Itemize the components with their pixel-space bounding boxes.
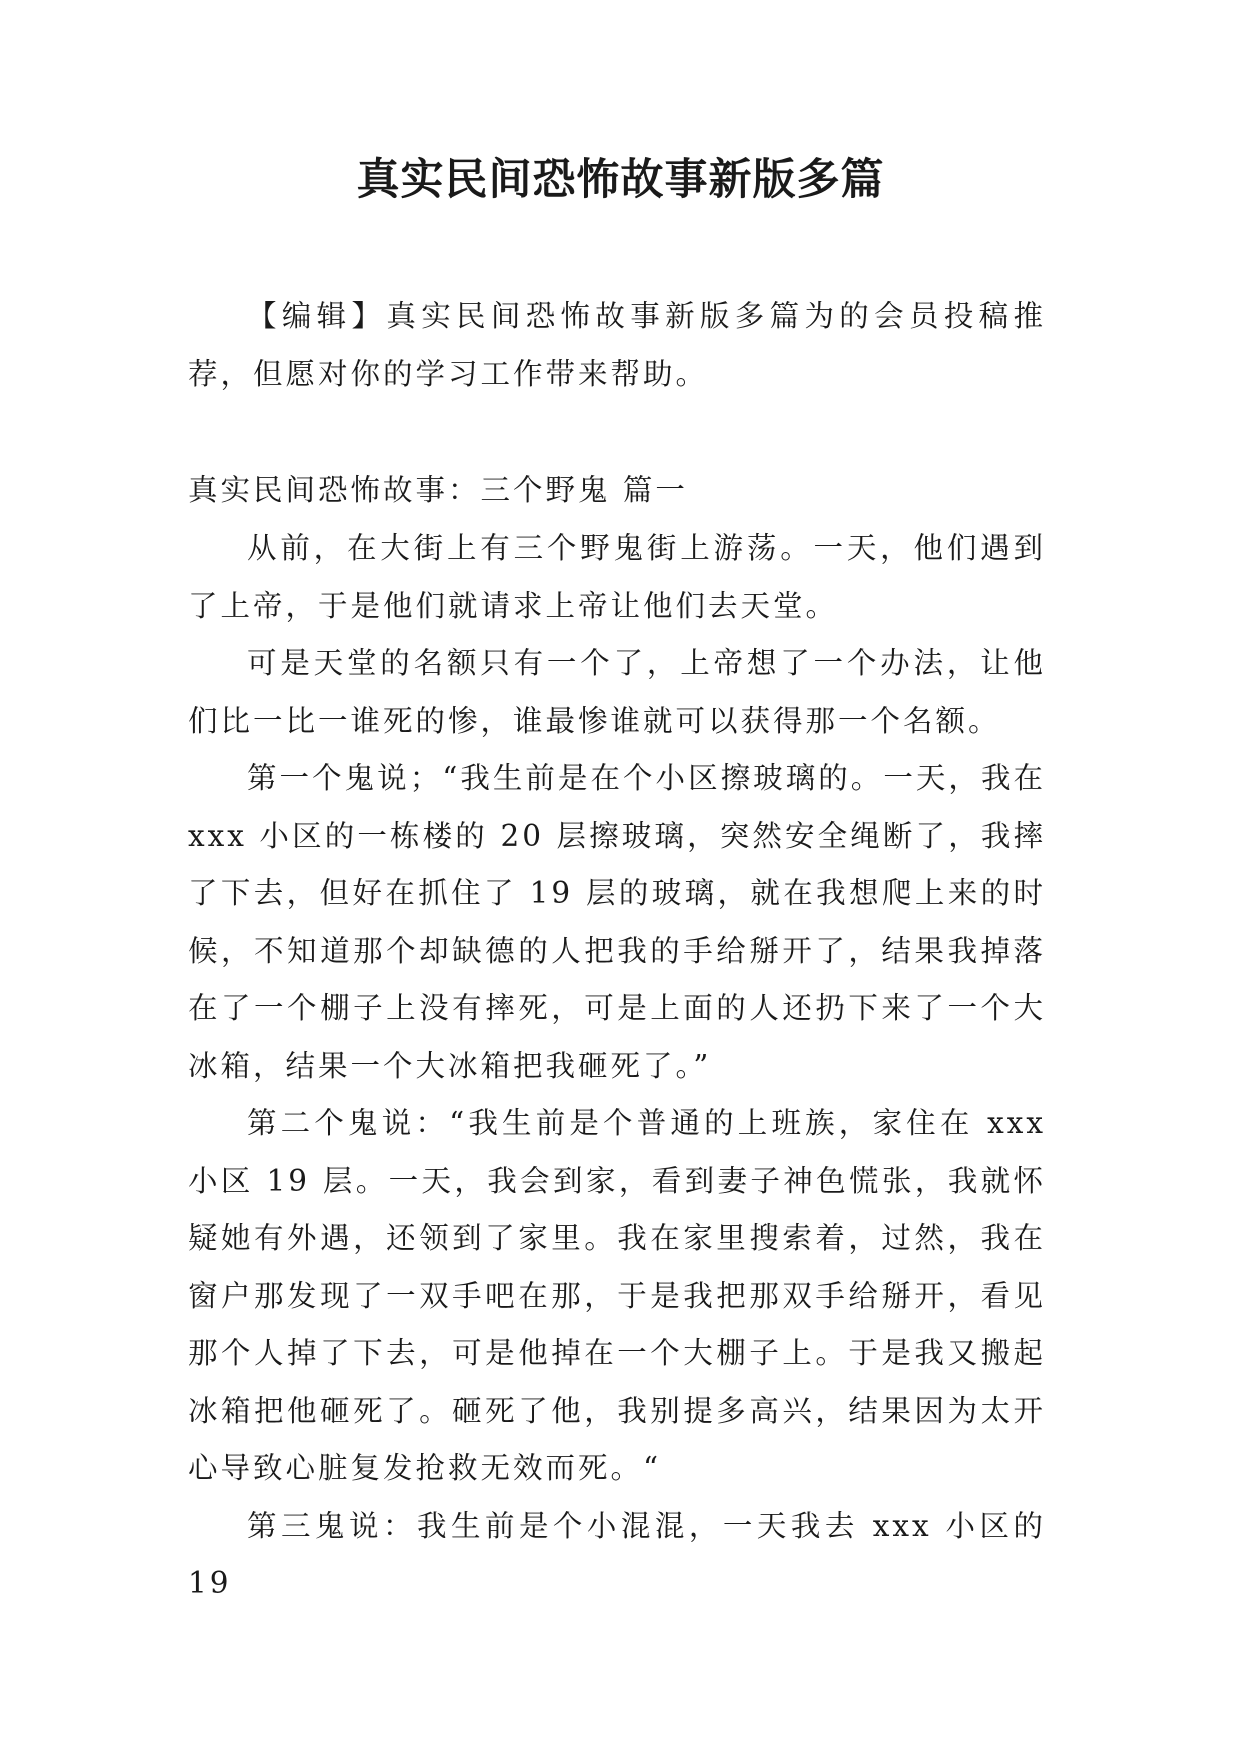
document-title: 真实民间恐怖故事新版多篇 [356,155,885,205]
story-paragraph: 可是天堂的名额只有一个了，上帝想了一个办法，让他们比一比一谁死的惨，谁最惨谁就可以获得那一个名额。 [188,646,1046,738]
story-paragraph: 第三鬼说：我生前是个小混混，一天我去 xxx 小区的 19 [188,1508,1046,1600]
story-paragraph: 第二个鬼说：“我生前是个普通的上班族，家住在 xxx 小区 19 层。一天，我会到家，看到妻子神色慌张，我就怀疑她有外遇，还领到了家里。我在家里搜索着，过然，我在窗户那发现了一双手吧在那，于是我把那双手给掰开，看见那个人掉了下去，可是他掉在一个大棚子上。于是我又搬起冰箱把他砸死了。砸死了他，我别提多高兴，结果因为太开心导致心脏复发抢救无效而死。“ [188,1106,1046,1485]
intro-paragraph: 【编辑】真实民间恐怖故事新版多篇为的会员投稿推荐，但愿对你的学习工作带来帮助。 [188,299,1046,391]
intro-block [188,288,1046,403]
story-body [188,520,1046,1613]
section-heading: 真实民间恐怖故事：三个野鬼 篇一 [188,473,688,507]
story-paragraph: 从前，在大街上有三个野鬼街上游荡。一天，他们遇到了上帝，于是他们就请求上帝让他们去天堂。 [188,531,1046,623]
story-paragraph: 第一个鬼说；“我生前是在个小区擦玻璃的。一天，我在 xxx 小区的一栋楼的 20 层擦玻璃，突然安全绳断了，我摔了下去，但好在抓住了 19 层的玻璃，就在我想爬上来的时候，不知道那个却缺德的人把我的手给掰开了，结果我掉落在了一个棚子上没有摔死，可是上面的人还扔下来了一个大冰箱，结果一个大冰箱把我砸死了。” [188,761,1046,1083]
